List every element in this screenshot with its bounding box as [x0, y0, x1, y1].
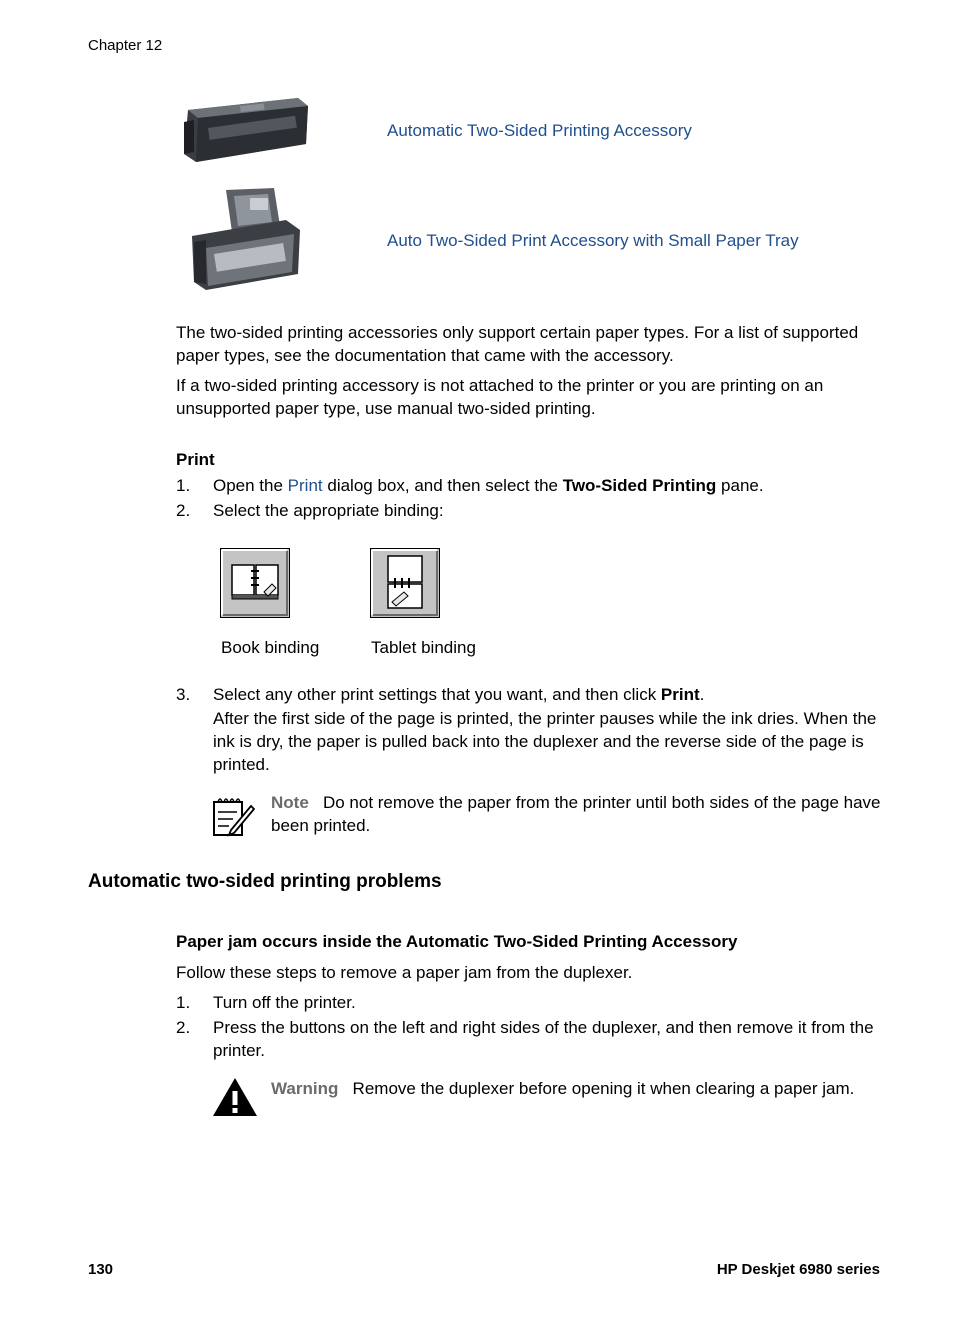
accessory-link-1[interactable]: Automatic Two-Sided Printing Accessory	[387, 121, 692, 140]
duplexer-small-tray-image	[188, 186, 306, 294]
book-binding-icon	[220, 548, 290, 618]
step-open-print-dialog	[213, 474, 893, 497]
step-number: 1.	[176, 476, 191, 495]
tablet-binding-icon	[370, 548, 440, 618]
step-select-settings	[213, 683, 883, 706]
step-text: pane.	[716, 476, 764, 495]
accessory-link-2[interactable]: Auto Two-Sided Print Accessory with Small Paper Tray	[387, 231, 799, 250]
paper-jam-subheading: Paper jam occurs inside the Automatic Two-Sided Printing Accessory	[176, 932, 738, 951]
paragraph-manual-printing: If a two-sided printing accessory is not attached to the printer or you are printing on an unsupported paper type, use manual two-sided printing.	[176, 376, 824, 418]
step-select-binding: Select the appropriate binding:	[213, 501, 444, 520]
step-text: Select any other print settings that you want, and then click	[213, 685, 661, 704]
step-turn-off: Turn off the printer.	[213, 993, 356, 1012]
problems-heading: Automatic two-sided printing problems	[88, 871, 442, 892]
step-text: dialog box, and then select the	[322, 476, 563, 495]
step-number: 3.	[176, 685, 191, 704]
two-sided-printing-pane: Two-Sided Printing	[562, 476, 717, 495]
paper-jam-intro: Follow these steps to remove a paper jam from the duplexer.	[176, 963, 633, 982]
warning-block	[271, 1077, 871, 1100]
step-text: Open the	[213, 476, 288, 495]
warning-label: Warning	[271, 1079, 339, 1098]
warning-text: Remove the duplexer before opening it when clearing a paper jam.	[352, 1079, 855, 1098]
print-heading: Print	[176, 450, 215, 469]
step-number: 1.	[176, 993, 191, 1012]
step-remove-duplexer: Press the buttons on the left and right sides of the duplexer, and then remove it from the printer.	[213, 1018, 874, 1060]
page-number: 130	[88, 1261, 114, 1278]
print-button-ref: Print	[660, 685, 700, 704]
warning-icon	[211, 1076, 259, 1118]
duplexer-accessory-image	[180, 92, 312, 166]
product-name: HP Deskjet 6980 series	[716, 1261, 880, 1278]
step-number: 2.	[176, 501, 191, 520]
print-dialog-link[interactable]: Print	[287, 476, 323, 495]
note-icon	[211, 794, 255, 838]
note-label: Note	[271, 793, 309, 812]
step-number: 2.	[176, 1018, 191, 1037]
chapter-header: Chapter 12	[88, 37, 163, 54]
note-text: Do not remove the paper from the printer until both sides of the page have been printed.	[271, 793, 881, 835]
note-block	[271, 791, 883, 837]
tablet-binding-label: Tablet binding	[371, 638, 476, 657]
step-text: .	[699, 685, 705, 704]
step-detail: After the first side of the page is printed, the printer pauses while the ink dries. When the ink is dry, the paper is pulled back into the duplexer and the reverse side of the page is printed.	[213, 709, 877, 774]
book-binding-label: Book binding	[221, 638, 320, 657]
paragraph-paper-types: The two-sided printing accessories only support certain paper types. For a list of supported paper types, see the documentation that came with the accessory.	[176, 323, 859, 365]
